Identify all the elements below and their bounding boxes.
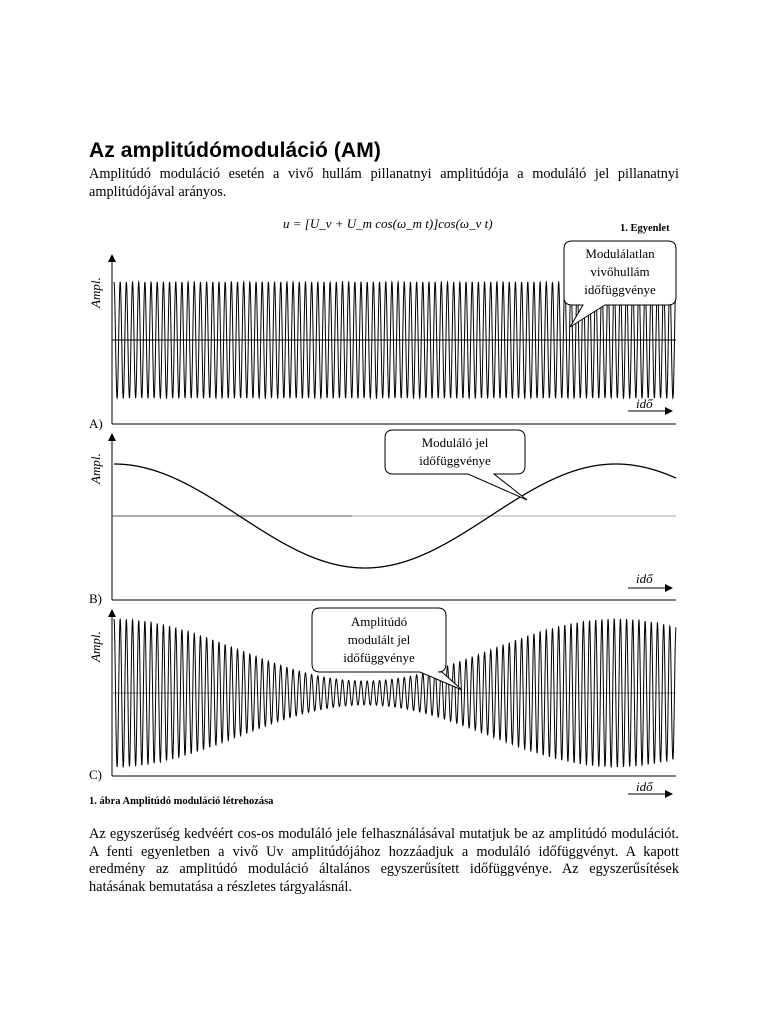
panel-a	[88, 241, 676, 431]
panel-a-callout-line-2: vivőhullám	[590, 264, 650, 279]
panel-b-callout-line-1: Moduláló jel	[421, 435, 489, 450]
panel-b-label: B)	[89, 591, 102, 606]
panel-c	[88, 608, 676, 794]
equation-text: u = [U_v + U_m cos(ω_m t)]cos(ω_v t)	[283, 216, 493, 231]
intro-paragraph: Amplitúdó moduláció esetén a vivő hullám pillanatnyi amplitúdója a moduláló jel pillanatnyi amplitúdójával arányos.	[89, 166, 679, 200]
figure-caption: 1. ábra Amplitúdó moduláció létrehozása	[89, 796, 274, 807]
panel-b	[88, 430, 676, 606]
panel-c-callout-line-1: Amplitúdó	[350, 614, 408, 629]
page-title: Az amplitúdómoduláció (AM)	[89, 139, 381, 162]
panel-a-label: A)	[89, 416, 103, 431]
panel-b-x-label: idő	[636, 571, 653, 586]
panel-b-y-label: Ampl.	[88, 453, 103, 484]
panel-b-callout-line-2: időfüggvénye	[419, 453, 491, 468]
equation-label: 1. Egyenlet	[620, 223, 670, 234]
panel-c-callout-line-2: modulált jel	[347, 632, 411, 647]
outro-paragraph: Az egyszerűség kedvéért cos-os moduláló jele felhasználásával mutatjuk be az amplitúdó modulációt. A fenti egyenletben a vivő Uv amplitúdójához hozzáadjuk a moduláló időfüggvényt. A kapott eredmény az amplitúdó moduláció általános egyszerűsített időfüggvénye. Az egyszerűsítések hatásának bemutatása a részletes tárgyalásnál.	[89, 826, 679, 895]
panel-c-x-label: idő	[636, 779, 653, 794]
panel-c-label: C)	[89, 767, 102, 782]
panel-a-y-label: Ampl.	[88, 277, 103, 308]
panel-c-callout-line-3: időfüggvénye	[343, 650, 415, 665]
panel-a-callout-line-3: időfüggvénye	[584, 282, 656, 297]
panel-c-y-label: Ampl.	[88, 631, 103, 662]
panel-a-x-label: idő	[636, 396, 653, 411]
panel-a-callout-line-1: Modulálatlan	[585, 246, 655, 261]
